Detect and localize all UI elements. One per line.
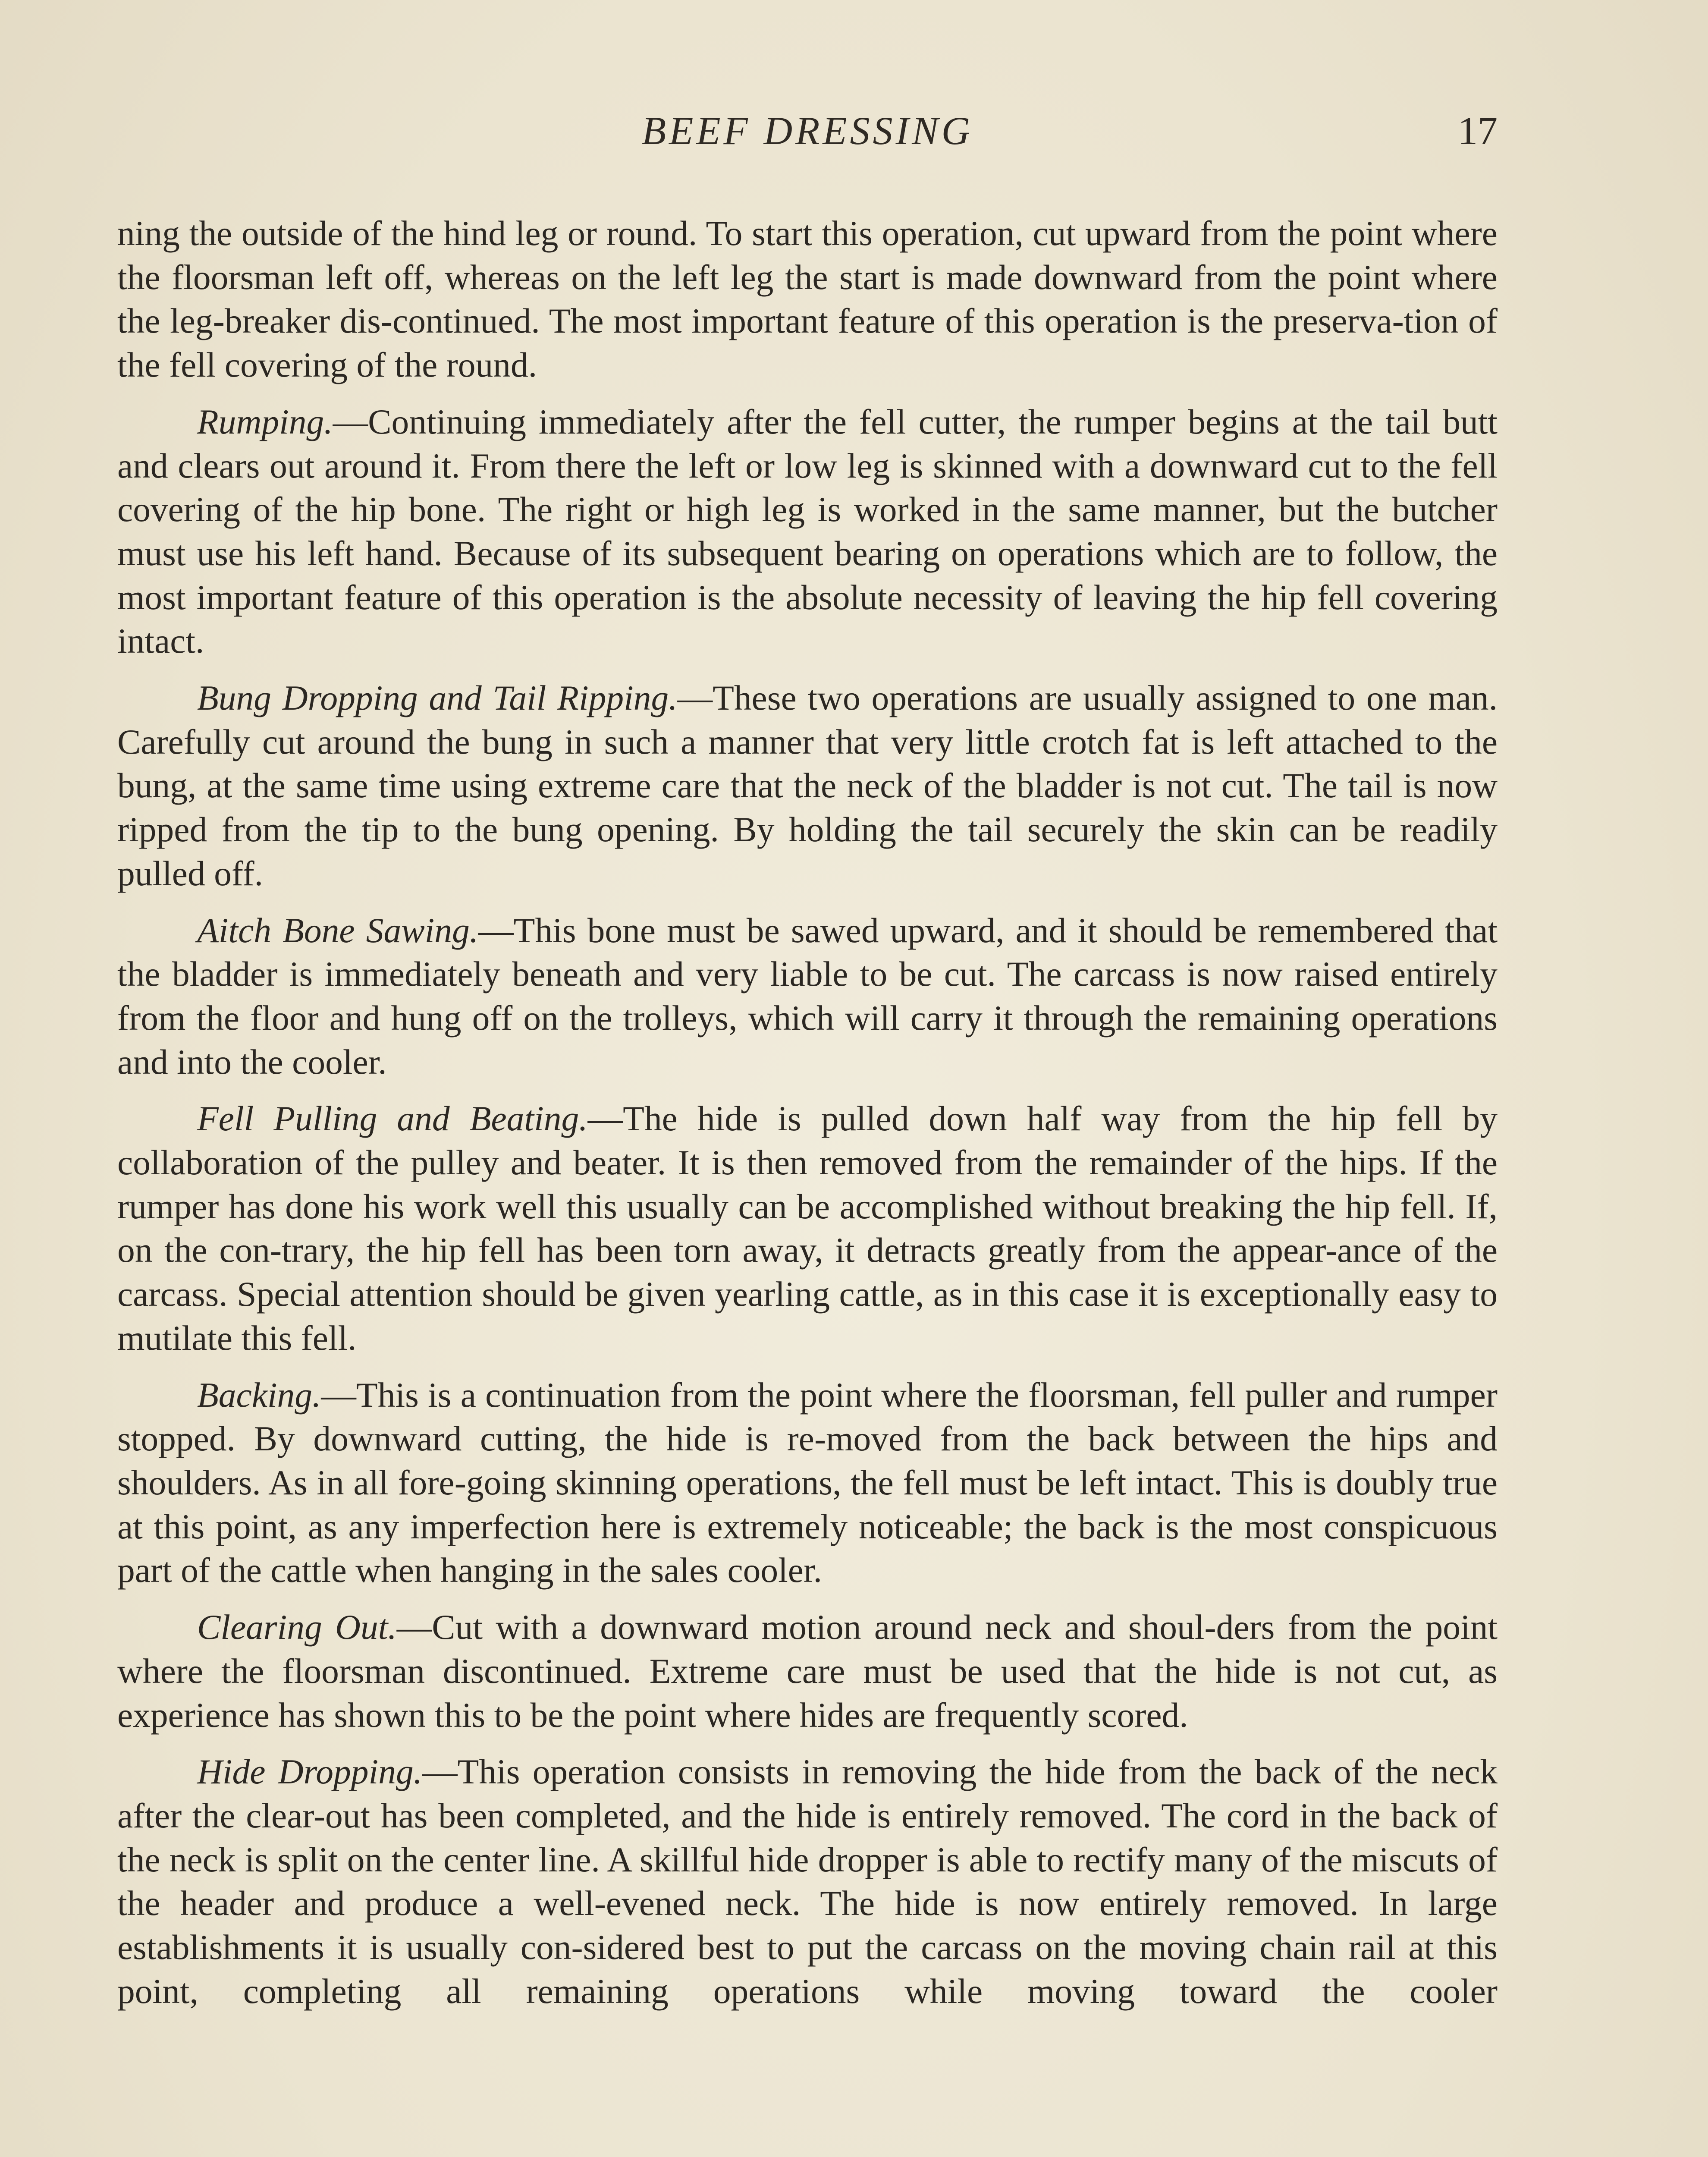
paragraph-text: —This operation consists in removing the hide from the back of the neck after the clear-out has been completed, and the hide is entirely removed. The cord in the back of the neck is split on the center line. A skillful hide dropper is able to rectify many of the miscuts of the header and produce a well-evened neck. The hide is now entirely removed. In large establishments it is usually con-sidered best to put the carcass on the moving chain rail at this point, completing all remaining operations while moving toward the cooler: [117, 1752, 1498, 2011]
paragraph-heading: Hide Dropping.: [197, 1752, 423, 1792]
paragraph-rumping: [117, 400, 1498, 663]
body-text: [117, 211, 1498, 2026]
paragraph-text: —These two operations are usually assigned to one man. Carefully cut around the bung in such a manner that very little crotch fat is left attached to the bung, at the same time using extreme care that the neck of the bladder is not cut. The tail is now ripped from the tip to the bung opening. By holding the tail securely the skin can be readily pulled off.: [117, 678, 1498, 893]
paragraph-hide-dropping: [117, 1750, 1498, 2013]
paragraph-aitch-bone-sawing: [117, 909, 1498, 1084]
running-head: [117, 108, 1498, 164]
paragraph-heading: Backing.: [197, 1375, 321, 1415]
paragraph-bung-dropping: [117, 676, 1498, 896]
paragraph-heading: Rumping.: [197, 402, 333, 441]
paragraph-heading: Aitch Bone Sawing.: [197, 910, 479, 950]
paragraph-heading: Fell Pulling and Beating.: [197, 1099, 588, 1138]
running-title: BEEF DRESSING: [641, 109, 973, 153]
paragraph-heading: Clearing Out.: [197, 1607, 397, 1647]
paragraph-heading: Bung Dropping and Tail Ripping.: [197, 678, 678, 718]
paragraph-text: ning the outside of the hind leg or round. To start this operation, cut upward from the point where the floorsman left off, whereas on the left leg the start is made downward from the point where the leg-breaker dis-continued. The most important feature of this operation is the preserva-tion of the fell covering of the round.: [117, 214, 1498, 385]
paragraph-text: —This bone must be sawed upward, and it should be remembered that the bladder is immediately beneath and very liable to be cut. The carcass is now raised entirely from the floor and hung off on the trolleys, which will carry it through the remaining operations and into the cooler.: [117, 910, 1498, 1082]
paragraph-clearing-out: [117, 1605, 1498, 1737]
paragraph-text: —This is a continuation from the point where the floorsman, fell puller and rumper stopped. By downward cutting, the hide is re-moved from the back between the hips and shoulders. As in all fore-going skinning operations, the fell must be left intact. This is doubly true at this point, as any imperfection here is extremely noticeable; the back is the most conspicuous part of the cattle when hanging in the sales cooler.: [117, 1375, 1498, 1590]
paragraph-backing: [117, 1373, 1498, 1593]
page-number: 17: [1458, 109, 1498, 153]
paragraph-text: —Cut with a downward motion around neck and shoul-ders from the point where the floorsman discontinued. Extreme care must be used that the hide is not cut, as experience has shown this to be the point where hides are frequently scored.: [117, 1607, 1498, 1735]
paragraph-continuation: [117, 211, 1498, 387]
paragraph-text: —The hide is pulled down half way from the hip fell by collaboration of the pulley and beater. It is then removed from the remainder of the hips. If the rumper has done his work well this usually can be accomplished without breaking the hip fell. If, on the con-trary, the hip fell has been torn away, it detracts greatly from the appear-ance of the carcass. Special attention should be given yearling cattle, as in this case it is exceptionally easy to mutilate this fell.: [117, 1099, 1498, 1358]
paragraph-text: —Continuing immediately after the fell cutter, the rumper begins at the tail butt and clears out around it. From there the left or low leg is skinned with a downward cut to the fell covering of the hip bone. The right or high leg is worked in the same manner, but the butcher must use his left hand. Because of its subsequent bearing on operations which are to follow, the most important feature of this operation is the absolute necessity of leaving the hip fell covering intact.: [117, 402, 1498, 661]
paragraph-fell-pulling: [117, 1097, 1498, 1360]
